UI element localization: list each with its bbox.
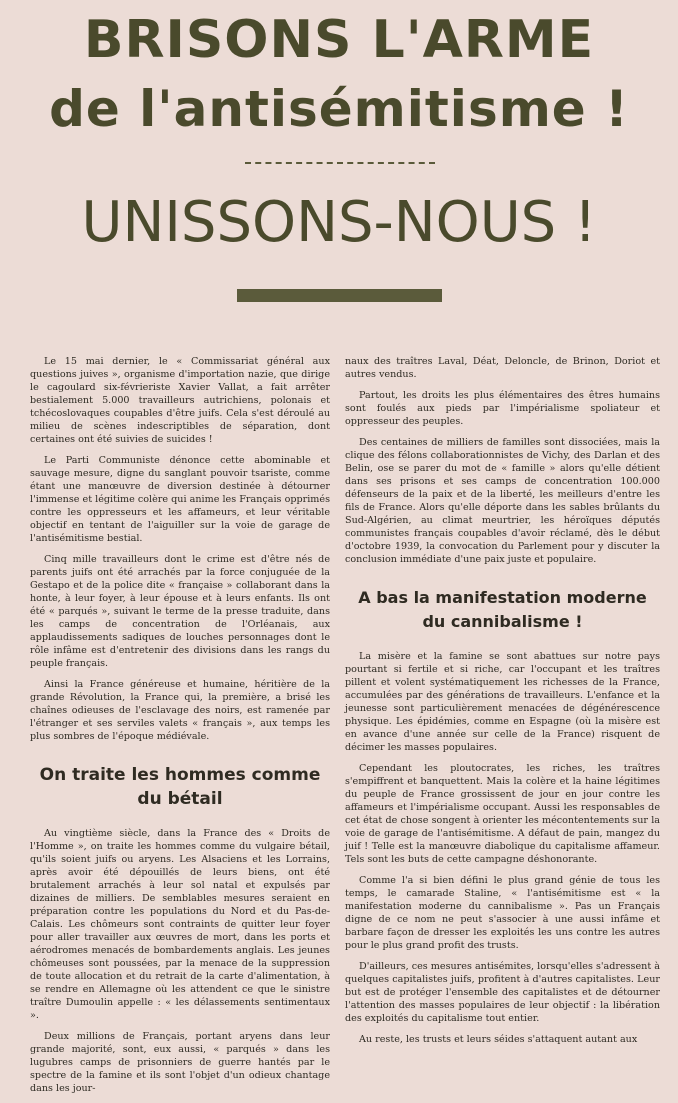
paragraph: Le 15 mai dernier, le « Commissariat général aux questions juives », organisme d'importation nazie, que dirige le cagoulard six-févrieriste Xavier Vallat, a fait arrêter bestialement 5.000 travailleurs autrichiens, polonais et tchécoslovaques coupables d'être juifs. Cela s'est déroulé au milieu de scènes indescriptibles de séparation, dont certaines ont été suivies de suicides ! [30, 356, 330, 445]
headline-line-2: de l'antisémitisme ! [49, 80, 629, 138]
subheading: On traite les hommes comme du bétail [39, 765, 321, 809]
paragraph: Partout, les droits les plus élémentaires des êtres humains sont foulés aux pieds par l'impérialisme spoliateur et oppresseur des peuples. [345, 390, 660, 427]
headline-unissons: UNISSONS-NOUS ! [81, 190, 597, 255]
paragraph: Comme l'a si bien défini le plus grand génie de tous les temps, le camarade Staline, « l'antisémitisme est « la manifestation moderne du cannibalisme ». Pas un Français digne de ce nom ne peut s'associer à une aussi infâme et barbare façon de dresser les exploités les uns contre les autres pour le plus grand profit des trusts. [345, 875, 660, 951]
paragraph: Au vingtième siècle, dans la France des « Droits de l'Homme », on traite les hommes comme du vulgaire bétail, qu'ils soient juifs ou aryens. Les Alsaciens et les Lorrains, après avoir été dépouillés de leurs biens, ont été brutalement arrachés à leur sol natal et expulsés par dizaines de milliers. De semblables mesures seraient en préparation contre les populations du Nord et du Pas-de-Calais. Les chômeurs sont contraints de quitter leur foyer pour aller travailler aux œuvres de mort, dans les ports et aérodromes menacés de bombardements anglais. Les jeunes chômeuses sont poussées, par la menace de la suppression de toute allocation et du retrait de la carte d'alimentation, à se rendre en Allemagne où les attendent ce que le sinistre traître Dumoulin appelle : « les délassements sentimentaux ». [30, 828, 330, 1021]
subheading: A bas la manifestation moderne du cannibalisme ! [358, 588, 647, 631]
dashed-divider [245, 162, 435, 164]
right-column [345, 355, 660, 1054]
paragraph: Ainsi la France généreuse et humaine, héritière de la grande Révolution, la France qui, la première, a brisé les chaînes odieuses de l'esclavage des noirs, est ramenée par l'étranger et ses serviles valets « français », aux temps les plus sombres de l'époque médiévale. [30, 679, 330, 742]
paragraph: Des centaines de milliers de familles sont dissociées, mais la clique des félons collaborationnistes de Vichy, des Darlan et des Belin, ose se parer du mot de « famille » alors qu'elle détient dans ses prisons et ses camps de concentration 100.000 défenseurs de la paix et de la liberté, les meilleurs d'entre les fils de France. Alors qu'elle déporte dans les sables brûlants du Sud-Algérien, au climat meurtrier, les héroïques députés communistes français coupables d'avoir réclamé, dès le début d'octobre 1939, la convocation du Parlement pour y discuter la conclusion immédiate d'une paix juste et populaire. [345, 437, 660, 565]
paragraph: Cinq mille travailleurs dont le crime est d'être nés de parents juifs ont été arrachés par la force conjuguée de la Gestapo et de la police dite « française » collaborant dans la honte, à leur foyer, à leur épouse et à leurs enfants. Ils ont été « parqués », suivant le terme de la presse traduite, dans les camps de concentration de l'Orléanais, aux applaudissements sadiques de louches personnages dont le rôle infâme est d'entretenir des divisions dans les rangs du peuple français. [30, 554, 330, 669]
left-column [30, 355, 330, 1103]
paragraph: La misère et la famine se sont abattues sur notre pays pourtant si fertile et si riche, car l'occupant et les traîtres pillent et volent systématiquement les richesses de la France, accumulées par des générations de travailleurs. L'enfance et la jeunesse sont particulièrement menacées de dégénérescence physique. Les épidémies, comme en Espagne (où la misère est en avance d'une année sur celle de la France) risquent de décimer les masses populaires. [345, 651, 660, 753]
paragraph: Deux millions de Français, portant aryens dans leur grande majorité, sont, eux aussi, « parqués » dans les lugubres camps de prisonniers de guerre hantés par le spectre de la famine et ils sont l'objet d'un odieux chantage dans les jour- [30, 1031, 330, 1094]
headline-line-1: BRISONS L'ARME [83, 10, 595, 70]
thick-divider [237, 289, 442, 302]
paragraph: naux des traîtres Laval, Déat, Deloncle, de Brinon, Doriot et autres vendus. [345, 356, 660, 380]
paragraph: Le Parti Communiste dénonce cette abominable et sauvage mesure, digne du sanglant pouvoir tsariste, comme étant une manœuvre de diversion destinée à détourner l'immense et légitime colère qui anime les Français opprimés contre les oppresseurs et les affameurs, et leur véritable objectif en tentant de l'aiguiller sur la voie de garage de l'antisémitisme bestial. [30, 455, 330, 544]
paragraph: Cependant les ploutocrates, les riches, les traîtres s'empiffrent et banquettent. Mais la colère et la haine légitimes du peuple de France grossissent de jour en jour contre les affameurs et l'impérialisme occupant. Aussi les responsables de cet état de chose songent à orienter les mécontentements sur la voie de garage de l'antisémitisme. A défaut de pain, mangez du juif ! Telle est la manœuvre diabolique du capitalisme affameur. Tels sont les buts de cette campagne déshonorante. [345, 763, 660, 865]
paragraph: D'ailleurs, ces mesures antisémites, lorsqu'elles s'adressent à quelques capitalistes juifs, profitent à d'autres capitalistes. Leur but est de protéger l'ensemble des capitalistes et de détourner l'attention des masses populaires de leur objectif : la libération des exploités du capitalisme tout entier. [345, 961, 660, 1024]
paragraph: Au reste, les trusts et leurs séides s'attaquent autant aux [359, 1034, 638, 1045]
